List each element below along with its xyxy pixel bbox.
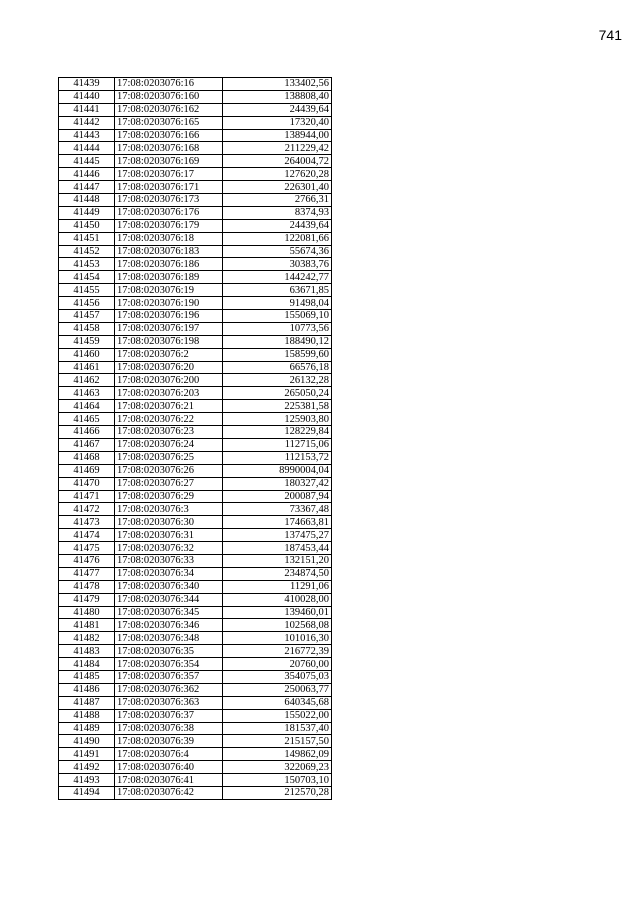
- row-number-cell: 41489: [59, 722, 115, 735]
- table-row: [59, 168, 332, 181]
- row-number-cell: 41459: [59, 335, 115, 348]
- table-row: [59, 696, 332, 709]
- row-number-cell: 41491: [59, 748, 115, 761]
- table-row: [59, 271, 332, 284]
- table-row: [59, 567, 332, 580]
- table-row: [59, 129, 332, 142]
- row-number-cell: 41467: [59, 438, 115, 451]
- row-number-cell: 41482: [59, 632, 115, 645]
- cadastral-value-cell: 158599,60: [223, 348, 332, 361]
- cadastral-value-cell: 8990004,04: [223, 464, 332, 477]
- table-row: [59, 413, 332, 426]
- row-number-cell: 41480: [59, 606, 115, 619]
- cadastral-number-cell: 17:08:0203076:169: [115, 155, 223, 168]
- cadastral-number-cell: 17:08:0203076:173: [115, 194, 223, 207]
- row-number-cell: 41468: [59, 451, 115, 464]
- cadastral-value-cell: 20760,00: [223, 658, 332, 671]
- cadastral-value-cell: 410028,00: [223, 593, 332, 606]
- cadastral-number-cell: 17:08:0203076:37: [115, 709, 223, 722]
- cadastral-value-cell: 234874,50: [223, 567, 332, 580]
- cadastral-number-cell: 17:08:0203076:19: [115, 284, 223, 297]
- table-row: [59, 335, 332, 348]
- table-row: [59, 245, 332, 258]
- table-row: [59, 232, 332, 245]
- cadastral-value-cell: 138808,40: [223, 90, 332, 103]
- cadastral-value-cell: 73367,48: [223, 503, 332, 516]
- cadastral-number-cell: 17:08:0203076:160: [115, 90, 223, 103]
- row-number-cell: 41441: [59, 103, 115, 116]
- cadastral-number-cell: 17:08:0203076:25: [115, 451, 223, 464]
- row-number-cell: 41493: [59, 774, 115, 787]
- table-row: [59, 103, 332, 116]
- cadastral-number-cell: 17:08:0203076:357: [115, 670, 223, 683]
- cadastral-value-cell: 354075,03: [223, 670, 332, 683]
- cadastral-number-cell: 17:08:0203076:165: [115, 116, 223, 129]
- cadastral-value-cell: 155069,10: [223, 310, 332, 323]
- row-number-cell: 41486: [59, 683, 115, 696]
- cadastral-number-cell: 17:08:0203076:348: [115, 632, 223, 645]
- row-number-cell: 41487: [59, 696, 115, 709]
- cadastral-value-cell: 112715,06: [223, 438, 332, 451]
- cadastral-number-cell: 17:08:0203076:354: [115, 658, 223, 671]
- row-number-cell: 41458: [59, 322, 115, 335]
- cadastral-number-cell: 17:08:0203076:198: [115, 335, 223, 348]
- row-number-cell: 41449: [59, 206, 115, 219]
- cadastral-number-cell: 17:08:0203076:3: [115, 503, 223, 516]
- cadastral-number-cell: 17:08:0203076:346: [115, 619, 223, 632]
- row-number-cell: 41454: [59, 271, 115, 284]
- cadastral-value-cell: 10773,56: [223, 322, 332, 335]
- cadastral-number-cell: 17:08:0203076:41: [115, 774, 223, 787]
- table-row: [59, 387, 332, 400]
- cadastral-value-cell: 180327,42: [223, 477, 332, 490]
- cadastral-value-cell: 264004,72: [223, 155, 332, 168]
- row-number-cell: 41445: [59, 155, 115, 168]
- cadastral-value-cell: 211229,42: [223, 142, 332, 155]
- cadastral-number-cell: 17:08:0203076:29: [115, 490, 223, 503]
- row-number-cell: 41452: [59, 245, 115, 258]
- cadastral-number-cell: 17:08:0203076:21: [115, 400, 223, 413]
- cadastral-number-cell: 17:08:0203076:162: [115, 103, 223, 116]
- cadastral-number-cell: 17:08:0203076:16: [115, 78, 223, 91]
- cadastral-number-cell: 17:08:0203076:363: [115, 696, 223, 709]
- row-number-cell: 41484: [59, 658, 115, 671]
- cadastral-value-cell: 174663,81: [223, 516, 332, 529]
- cadastral-value-cell: 132151,20: [223, 554, 332, 567]
- table-row: [59, 503, 332, 516]
- row-number-cell: 41450: [59, 219, 115, 232]
- cadastral-value-cell: 212570,28: [223, 786, 332, 799]
- table-row: [59, 361, 332, 374]
- cadastral-value-cell: 187453,44: [223, 542, 332, 555]
- row-number-cell: 41465: [59, 413, 115, 426]
- row-number-cell: 41446: [59, 168, 115, 181]
- row-number-cell: 41479: [59, 593, 115, 606]
- table-row: [59, 348, 332, 361]
- row-number-cell: 41462: [59, 374, 115, 387]
- cadastral-value-cell: 125903,80: [223, 413, 332, 426]
- cadastral-number-cell: 17:08:0203076:4: [115, 748, 223, 761]
- row-number-cell: 41474: [59, 529, 115, 542]
- cadastral-value-cell: 181537,40: [223, 722, 332, 735]
- cadastral-number-cell: 17:08:0203076:345: [115, 606, 223, 619]
- cadastral-number-cell: 17:08:0203076:340: [115, 580, 223, 593]
- table-body: [59, 78, 332, 800]
- table-row: [59, 78, 332, 91]
- table-row: [59, 722, 332, 735]
- cadastral-number-cell: 17:08:0203076:179: [115, 219, 223, 232]
- cadastral-value-cell: 102568,08: [223, 619, 332, 632]
- cadastral-value-cell: 216772,39: [223, 645, 332, 658]
- table-row: [59, 606, 332, 619]
- cadastral-value-cell: 91498,04: [223, 297, 332, 310]
- table-row: [59, 142, 332, 155]
- cadastral-number-cell: 17:08:0203076:22: [115, 413, 223, 426]
- cadastral-value-cell: 133402,56: [223, 78, 332, 91]
- table-row: [59, 593, 332, 606]
- row-number-cell: 41469: [59, 464, 115, 477]
- cadastral-number-cell: 17:08:0203076:196: [115, 310, 223, 323]
- row-number-cell: 41476: [59, 554, 115, 567]
- cadastral-value-cell: 63671,85: [223, 284, 332, 297]
- table-row: [59, 774, 332, 787]
- cadastral-number-cell: 17:08:0203076:38: [115, 722, 223, 735]
- cadastral-value-cell: 2766,31: [223, 194, 332, 207]
- cadastral-number-cell: 17:08:0203076:23: [115, 426, 223, 439]
- cadastral-number-cell: 17:08:0203076:190: [115, 297, 223, 310]
- cadastral-value-cell: 55674,36: [223, 245, 332, 258]
- table-row: [59, 542, 332, 555]
- cadastral-number-cell: 17:08:0203076:35: [115, 645, 223, 658]
- cadastral-value-cell: 188490,12: [223, 335, 332, 348]
- table-row: [59, 477, 332, 490]
- table-row: [59, 310, 332, 323]
- cadastral-number-cell: 17:08:0203076:189: [115, 271, 223, 284]
- row-number-cell: 41477: [59, 567, 115, 580]
- table-row: [59, 400, 332, 413]
- cadastral-number-cell: 17:08:0203076:31: [115, 529, 223, 542]
- cadastral-number-cell: 17:08:0203076:40: [115, 761, 223, 774]
- table-row: [59, 761, 332, 774]
- table-row: [59, 529, 332, 542]
- cadastral-number-cell: 17:08:0203076:24: [115, 438, 223, 451]
- cadastral-value-cell: 127620,28: [223, 168, 332, 181]
- row-number-cell: 41444: [59, 142, 115, 155]
- cadastral-value-cell: 24439,64: [223, 103, 332, 116]
- cadastral-value-cell: 155022,00: [223, 709, 332, 722]
- row-number-cell: 41443: [59, 129, 115, 142]
- cadastral-value-table: [58, 77, 332, 800]
- cadastral-number-cell: 17:08:0203076:197: [115, 322, 223, 335]
- cadastral-value-cell: 17320,40: [223, 116, 332, 129]
- row-number-cell: 41442: [59, 116, 115, 129]
- table-row: [59, 426, 332, 439]
- table-row: [59, 374, 332, 387]
- table-row: [59, 632, 332, 645]
- row-number-cell: 41439: [59, 78, 115, 91]
- cadastral-value-cell: 122081,66: [223, 232, 332, 245]
- row-number-cell: 41481: [59, 619, 115, 632]
- table-row: [59, 580, 332, 593]
- cadastral-number-cell: 17:08:0203076:18: [115, 232, 223, 245]
- cadastral-number-cell: 17:08:0203076:27: [115, 477, 223, 490]
- table-row: [59, 322, 332, 335]
- row-number-cell: 41475: [59, 542, 115, 555]
- cadastral-number-cell: 17:08:0203076:203: [115, 387, 223, 400]
- table-row: [59, 206, 332, 219]
- row-number-cell: 41456: [59, 297, 115, 310]
- table-row: [59, 297, 332, 310]
- table-row: [59, 748, 332, 761]
- table-row: [59, 451, 332, 464]
- row-number-cell: 41478: [59, 580, 115, 593]
- row-number-cell: 41483: [59, 645, 115, 658]
- cadastral-value-cell: 128229,84: [223, 426, 332, 439]
- row-number-cell: 41463: [59, 387, 115, 400]
- row-number-cell: 41466: [59, 426, 115, 439]
- row-number-cell: 41457: [59, 310, 115, 323]
- row-number-cell: 41472: [59, 503, 115, 516]
- table-row: [59, 219, 332, 232]
- table-row: [59, 786, 332, 799]
- row-number-cell: 41471: [59, 490, 115, 503]
- cadastral-number-cell: 17:08:0203076:186: [115, 258, 223, 271]
- cadastral-number-cell: 17:08:0203076:166: [115, 129, 223, 142]
- cadastral-value-cell: 144242,77: [223, 271, 332, 284]
- cadastral-number-cell: 17:08:0203076:33: [115, 554, 223, 567]
- cadastral-value-cell: 226301,40: [223, 181, 332, 194]
- row-number-cell: 41453: [59, 258, 115, 271]
- table-row: [59, 490, 332, 503]
- row-number-cell: 41455: [59, 284, 115, 297]
- table-row: [59, 90, 332, 103]
- cadastral-number-cell: 17:08:0203076:32: [115, 542, 223, 555]
- cadastral-number-cell: 17:08:0203076:362: [115, 683, 223, 696]
- cadastral-value-cell: 24439,64: [223, 219, 332, 232]
- cadastral-number-cell: 17:08:0203076:17: [115, 168, 223, 181]
- cadastral-number-cell: 17:08:0203076:2: [115, 348, 223, 361]
- row-number-cell: 41470: [59, 477, 115, 490]
- row-number-cell: 41440: [59, 90, 115, 103]
- row-number-cell: 41448: [59, 194, 115, 207]
- cadastral-number-cell: 17:08:0203076:34: [115, 567, 223, 580]
- cadastral-number-cell: 17:08:0203076:200: [115, 374, 223, 387]
- table-row: [59, 155, 332, 168]
- table-row: [59, 619, 332, 632]
- page-number: 741: [598, 27, 622, 43]
- table-row: [59, 258, 332, 271]
- table-row: [59, 116, 332, 129]
- cadastral-value-cell: 322069,23: [223, 761, 332, 774]
- cadastral-number-cell: 17:08:0203076:20: [115, 361, 223, 374]
- cadastral-number-cell: 17:08:0203076:39: [115, 735, 223, 748]
- table-row: [59, 735, 332, 748]
- cadastral-value-cell: 137475,27: [223, 529, 332, 542]
- cadastral-value-cell: 26132,28: [223, 374, 332, 387]
- table-row: [59, 438, 332, 451]
- row-number-cell: 41451: [59, 232, 115, 245]
- row-number-cell: 41473: [59, 516, 115, 529]
- row-number-cell: 41464: [59, 400, 115, 413]
- cadastral-value-cell: 640345,68: [223, 696, 332, 709]
- table-row: [59, 194, 332, 207]
- table-row: [59, 683, 332, 696]
- row-number-cell: 41447: [59, 181, 115, 194]
- cadastral-value-cell: 30383,76: [223, 258, 332, 271]
- cadastral-value-cell: 139460,01: [223, 606, 332, 619]
- table-row: [59, 464, 332, 477]
- table-row: [59, 670, 332, 683]
- table-row: [59, 284, 332, 297]
- row-number-cell: 41492: [59, 761, 115, 774]
- cadastral-value-cell: 215157,50: [223, 735, 332, 748]
- cadastral-number-cell: 17:08:0203076:30: [115, 516, 223, 529]
- table-row: [59, 516, 332, 529]
- row-number-cell: 41461: [59, 361, 115, 374]
- table-row: [59, 658, 332, 671]
- row-number-cell: 41494: [59, 786, 115, 799]
- cadastral-number-cell: 17:08:0203076:42: [115, 786, 223, 799]
- cadastral-value-cell: 8374,93: [223, 206, 332, 219]
- cadastral-number-cell: 17:08:0203076:176: [115, 206, 223, 219]
- cadastral-value-cell: 112153,72: [223, 451, 332, 464]
- cadastral-value-cell: 66576,18: [223, 361, 332, 374]
- cadastral-value-cell: 138944,00: [223, 129, 332, 142]
- cadastral-number-cell: 17:08:0203076:168: [115, 142, 223, 155]
- table-row: [59, 554, 332, 567]
- cadastral-value-cell: 200087,94: [223, 490, 332, 503]
- cadastral-value-cell: 101016,30: [223, 632, 332, 645]
- cadastral-value-cell: 265050,24: [223, 387, 332, 400]
- cadastral-value-cell: 250063,77: [223, 683, 332, 696]
- cadastral-number-cell: 17:08:0203076:344: [115, 593, 223, 606]
- table-row: [59, 181, 332, 194]
- table-row: [59, 709, 332, 722]
- row-number-cell: 41490: [59, 735, 115, 748]
- cadastral-value-cell: 225381,58: [223, 400, 332, 413]
- row-number-cell: 41488: [59, 709, 115, 722]
- cadastral-value-cell: 150703,10: [223, 774, 332, 787]
- row-number-cell: 41460: [59, 348, 115, 361]
- cadastral-number-cell: 17:08:0203076:171: [115, 181, 223, 194]
- table-row: [59, 645, 332, 658]
- row-number-cell: 41485: [59, 670, 115, 683]
- cadastral-number-cell: 17:08:0203076:26: [115, 464, 223, 477]
- cadastral-value-cell: 149862,09: [223, 748, 332, 761]
- cadastral-number-cell: 17:08:0203076:183: [115, 245, 223, 258]
- cadastral-value-cell: 11291,06: [223, 580, 332, 593]
